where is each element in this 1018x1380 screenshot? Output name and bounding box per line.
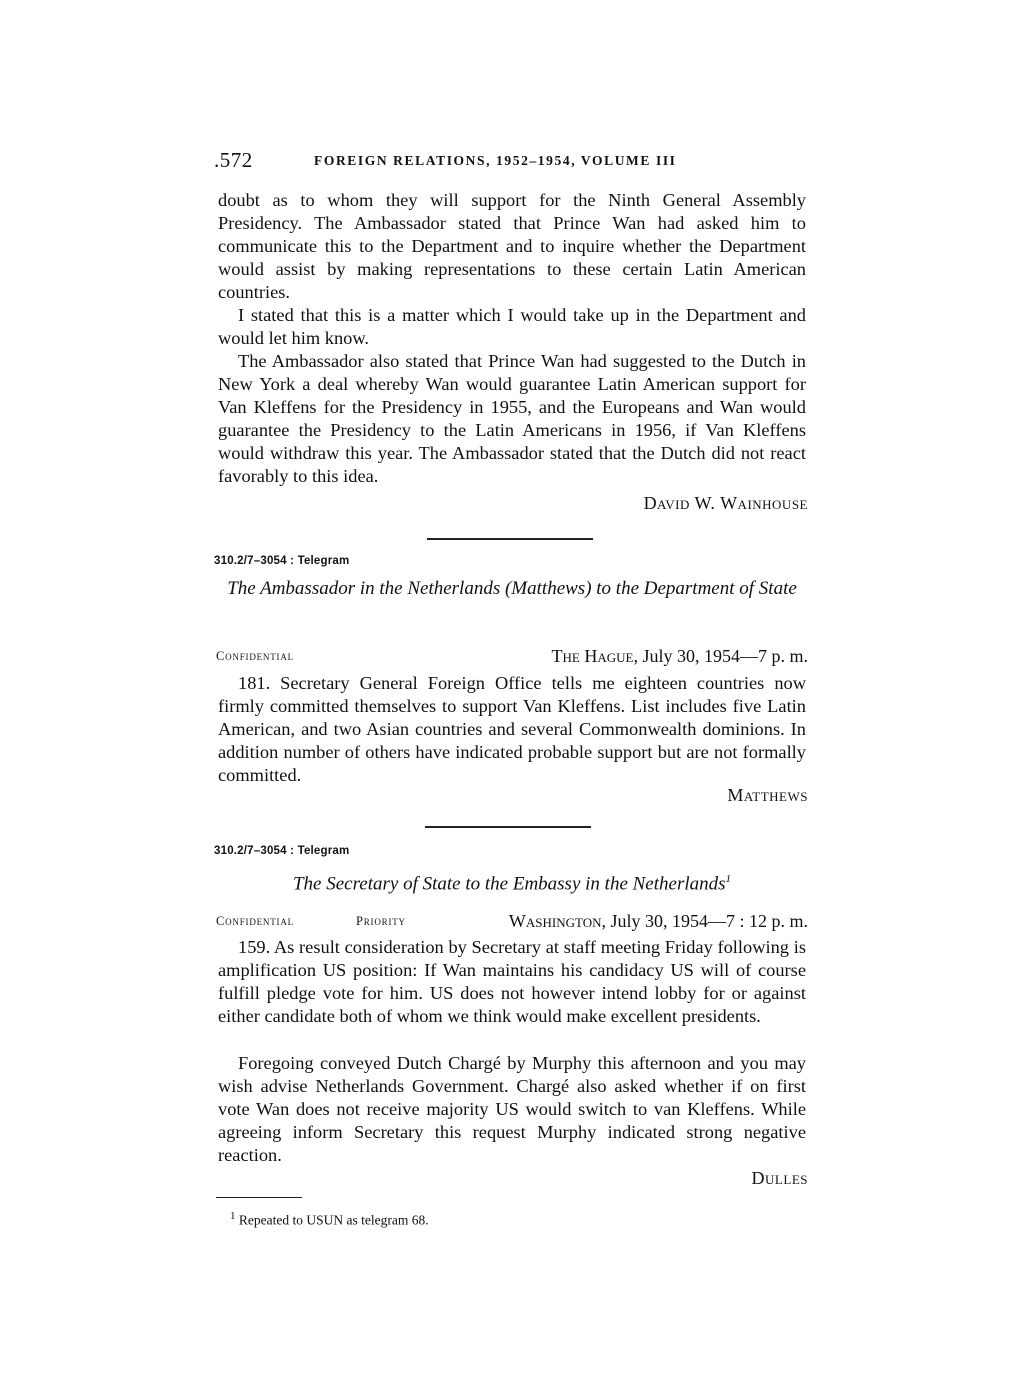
- doc2-paragraph-2: Foregoing conveyed Dutch Chargé by Murphy this afternoon and you may wish advise Netherlands Government. Chargé also asked whether if on first vote Wan does not receive majority US would switch to van Kleffens. While agreeing inform Secretary this request Murphy indicated strong negative reaction.: [218, 1053, 806, 1165]
- footnote-rule: [216, 1197, 302, 1198]
- section-divider-1: [427, 538, 593, 540]
- doc1-classification-line: [216, 646, 808, 670]
- memo-paragraph-2: I stated that this is a matter which I would take up in the Department and would let him know.: [218, 305, 806, 348]
- page-header: [214, 148, 814, 174]
- doc2-file-reference: 310.2/7–3054 : Telegram: [214, 845, 350, 857]
- doc1-dateline: [552, 646, 808, 667]
- doc2-priority: Priority: [356, 914, 406, 928]
- memo-signature: David W. Wainhouse: [643, 493, 808, 513]
- memo-paragraph-3: The Ambassador also stated that Prince Wan had suggested to the Dutch in New York a deal whereby Wan would guarantee Latin American support for Van Kleffens for the Presidency in 1955, and the Europeans and Wan would guarantee the Presidency to the Latin Americans in 1956, if Van Kleffens would withdraw this year. The Ambassador stated that the Dutch did not react favorably to this idea.: [218, 351, 806, 486]
- doc2-paragraph-1: 159. As result consideration by Secretary at staff meeting Friday following is amplification US position: If Wan maintains his candidacy US will of course fulfill pledge vote for him. US does not however intend lobby for or against either candidate both of whom we think would make excellent presidents.: [218, 937, 806, 1026]
- doc1-signature: Matthews: [727, 785, 808, 805]
- doc1-title: The Ambassador in the Netherlands (Matthews) to the Department of State: [227, 578, 797, 599]
- doc2-dateline-time: July 30, 1954—7 : 12 p. m.: [610, 911, 808, 931]
- running-head: FOREIGN RELATIONS, 1952–1954, VOLUME III: [314, 153, 677, 168]
- doc1-file-reference: 310.2/7–3054 : Telegram: [214, 555, 350, 567]
- doc2-classification-line: [216, 911, 808, 935]
- doc2-footnote-marker: 1: [725, 873, 732, 885]
- section-divider-2: [425, 826, 591, 828]
- doc2-title: The Secretary of State to the Embassy in the Netherlands: [292, 873, 726, 895]
- footnote-marker: 1: [230, 1210, 236, 1222]
- footnote: [230, 1210, 429, 1229]
- doc2-classification: Confidential: [216, 914, 294, 928]
- page-number: .572: [214, 148, 253, 172]
- doc1-dateline-time: July 30, 1954—7 p. m.: [642, 646, 808, 666]
- footnote-text: Repeated to USUN as telegram 68.: [238, 1212, 429, 1228]
- doc1-classification: Confidential: [216, 649, 294, 663]
- doc2-title-line: [214, 867, 810, 896]
- doc1-dateline-place: The Hague,: [551, 646, 638, 666]
- memo-paragraph-1: doubt as to whom they will support for the Ninth General Assembly Presidency. The Ambassador stated that Prince Wan had asked him to communicate this to the Department and to inquire whether the Department would assist by making representations to these certain Latin American countries.: [218, 190, 806, 302]
- doc2-dateline: [509, 911, 808, 932]
- doc2-signature: Dulles: [751, 1168, 808, 1188]
- doc1-body: 181. Secretary General Foreign Office tells me eighteen countries now firmly committed themselves to support Van Kleffens. List includes five Latin American, and two Asian countries and several Commonwealth dominions. In addition number of others have indicated probable support but are not formally committed.: [218, 673, 806, 785]
- doc2-dateline-place: Washington,: [508, 911, 606, 931]
